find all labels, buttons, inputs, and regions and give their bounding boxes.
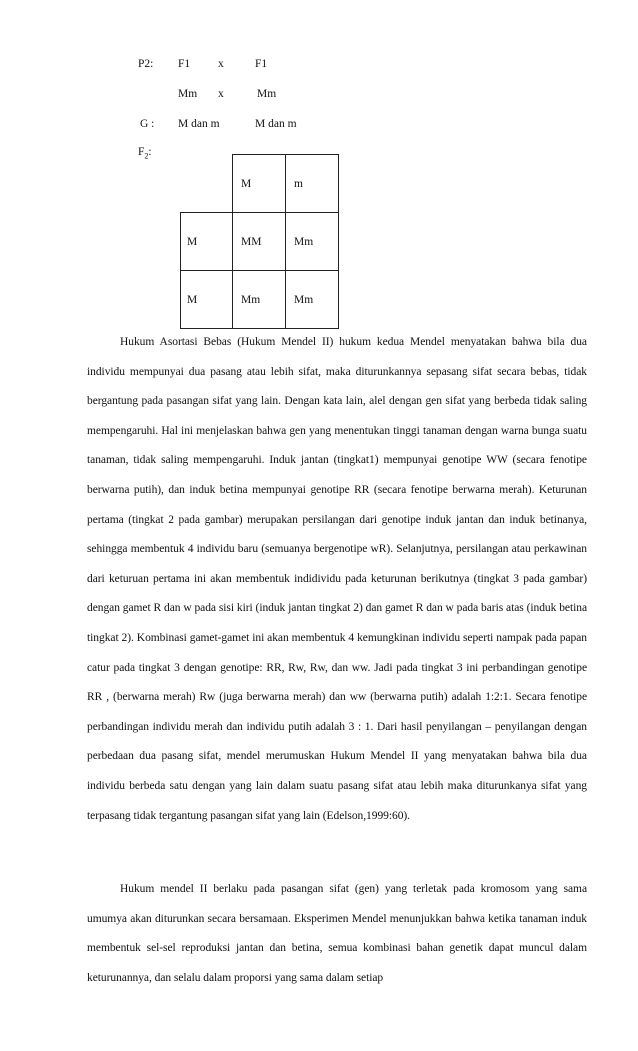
paragraph-hukum-asortasi: [87, 328, 587, 831]
p2-parent-left: F1: [178, 58, 191, 70]
genotype-cross-symbol: x: [218, 88, 224, 100]
gamete-label: G :: [140, 118, 155, 130]
punnett-corner-cell: [181, 155, 233, 213]
punnett-row: [181, 271, 339, 329]
paragraph-hukum-mendel-ii: [87, 875, 587, 993]
punnett-square: [180, 154, 339, 329]
p2-cross-symbol: x: [218, 58, 224, 70]
punnett-row-header-cell: M: [181, 213, 233, 271]
punnett-header-cell: M: [233, 155, 286, 213]
f2-label: $F_2$:: [138, 146, 152, 161]
punnett-cell: Mm: [286, 271, 339, 329]
punnett-cell: Mm: [286, 213, 339, 271]
punnett-row-header-cell: M: [181, 271, 233, 329]
paragraph-text: Hukum mendel II berlaku pada pasangan sifat (gen) yang terletak pada kromosom yang sama umumya akan diturunkan secara bersamaan. Eksperimen Mendel menunjukkan bahwa ketika tanaman induk membentuk sel-sel reproduksi jantan dan betina, semua kombinasi bahan genetik dapat muncul dalam keturunannya, dan selalu dalam proporsi yang sama dalam setiap: [87, 883, 587, 984]
punnett-header-row: [181, 155, 339, 213]
punnett-cell: MM: [233, 213, 286, 271]
punnett-header-cell: m: [286, 155, 339, 213]
genotype-left: Mm: [178, 88, 198, 100]
punnett-row: [181, 213, 339, 271]
genotype-right: Mm: [257, 88, 277, 100]
p2-parent-right: F1: [255, 58, 268, 70]
gamete-left: M dan m: [178, 118, 220, 130]
gamete-right: M dan m: [255, 118, 297, 130]
p2-label: P2:: [138, 58, 154, 70]
punnett-cell: Mm: [233, 271, 286, 329]
paragraph-text: Hukum Asortasi Bebas (Hukum Mendel II) hukum kedua Mendel menyatakan bahwa bila dua individu mempunyai dua pasang atau lebih sifat, maka diturunkannya sepasang sifat secara bebas, tidak bergantung pada pasangan sifat yang lain. Dengan kata lain, alel dengan gen sifat yang berbeda tidak saling mempengaruhi. Hal ini menjelaskan bahwa gen yang menentukan tinggi tanaman dengan warna bunga suatu tanaman, tidak saling mempengaruhi. Induk jantan (tingkat1) mempunyai genotipe WW (secara fenotipe berwarna putih), dan induk betina mempunyai genotipe RR (secara fenotipe berwarna merah). Keturunan pertama (tingkat 2 pada gambar) merupakan persilangan dari genotipe induk jantan dan induk betinanya, sehingga membentuk 4 individu baru (semuanya bergenotipe wR). Selanjutnya, persilangan atau perkawinan dari keturuan pertama ini akan membentuk indidividu pada keturunan berikutnya (tingkat 3 pada gambar) dengan gamet R dan w pada sisi kiri (induk jantan tingkat 2) dan gamet R dan w pada baris atas (induk betina tingkat 2). Kombinasi gamet-gamet ini akan membentuk 4 kemungkinan individu seperti nampak pada papan catur pada tingkat 3 dengan genotipe: RR, Rw, Rw, dan ww. Jadi pada tingkat 3 ini perbandingan genotipe RR , (berwarna merah) Rw (juga berwarna merah) dan ww (berwarna putih) adalah 1:2:1. Secara fenotipe perbandingan individu merah dan individu putih adalah 3 : 1. Dari hasil penyilangan – penyilangan dengan perbedaan dua pasang sifat, mendel merumuskan Hukum Mendel II yang menyatakan bahwa bila dua individu berbeda satu dengan yang lain dalam suatu pasang sifat atau lebih maka diturunkanya sifat yang terpasang tidak tergantung pasangan sifat yang lain (Edelson,1999:60).: [87, 336, 587, 822]
